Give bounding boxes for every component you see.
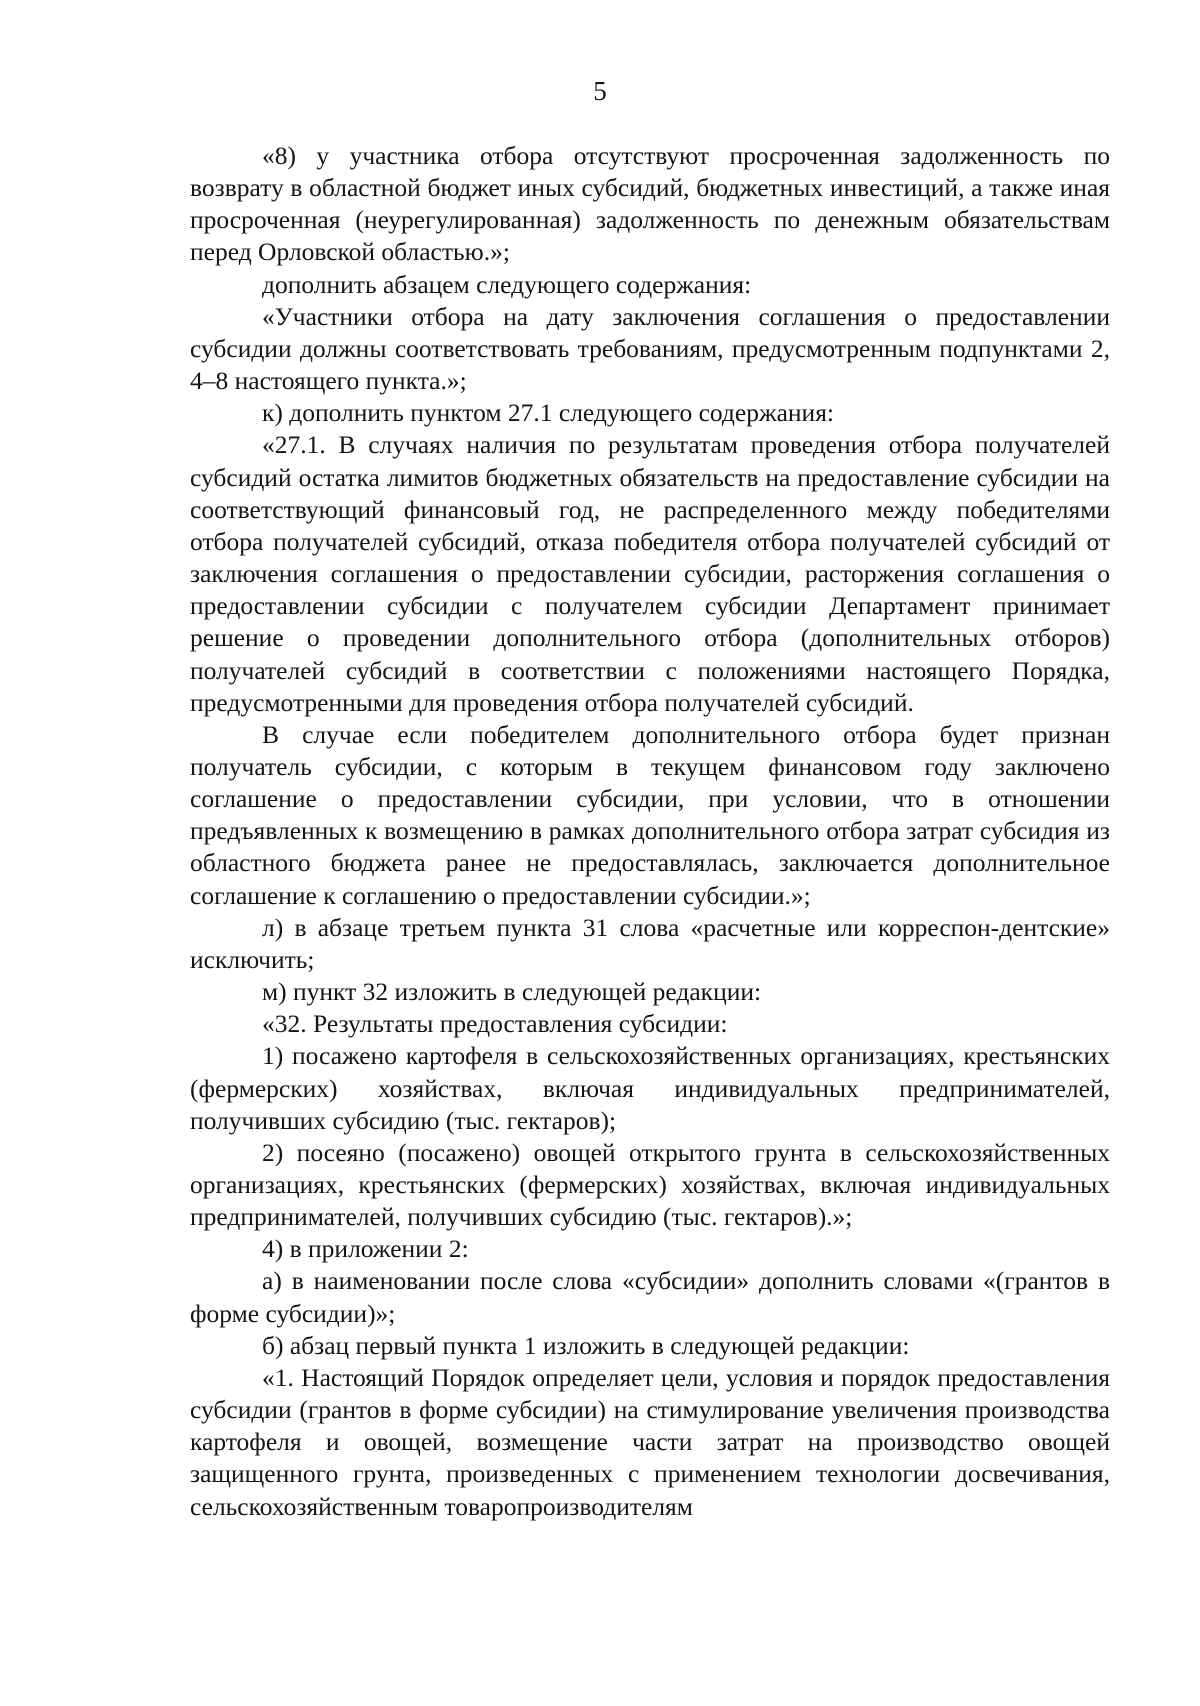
paragraph-m: м) пункт 32 изложить в следующей редакции: [262,977,762,1007]
paragraph-l: л) в абзаце третьем пункта 31 слова «расчетные или корреспон-дентские» исключить; [190,912,1110,974]
paragraph-additional-selection: В случае если победителем дополнительного отбора будет признан получатель субсидии, с которым в текущем финансовом году заключено соглашение о предоставлении субсидии, при условии, что в отношении предъявленных к возмещению в рамках дополнительного отбора затрат субсидия из областного бюджета ранее не предоставлялась, заключается дополнительное соглашение к соглашению о предоставлении субсидии.»; [190,719,1110,910]
paragraph-procedure-1: «1. Настоящий Порядок определяет цели, условия и порядок предоставления субсидии (грантов в форме субсидии) на стимулирование увеличения производства картофеля и овощей, возмещение части затрат на производство овощей защищенного грунта, произведенных с применением технологии досвечивания, сельскохозяйственным товаропроизводителям [190,1362,1110,1521]
paragraph-appendix-2: 4) в приложении 2: [262,1234,469,1264]
paragraph-k: к) дополнить пунктом 27.1 следующего содержания: [262,398,835,428]
page-number: 5 [593,76,607,106]
paragraph-add-clause: дополнить абзацем следующего содержания: [262,269,752,299]
paragraph-b: б) абзац первый пункта 1 изложить в следующей редакции: [262,1330,910,1360]
paragraph-result-1: 1) посажено картофеля в сельскохозяйственных организациях, крестьянских (фермерских) хозяйствах, включая индивидуальных предпринимателей, получивших субсидию (тыс. гектаров); [190,1041,1110,1135]
paragraph-27-1: «27.1. В случаях наличия по результатам проведения отбора получателей субсидий остатка лимитов бюджетных обязательств на предоставление субсидии на соответствующий финансовый год, не распределенного между победителями отбора получателей субсидий, отказа победителя отбора получателей субсидий от заключения соглашения о предоставлении субсидии, расторжения соглашения о предоставлении субсидии с получателем субсидии Департамент принимает решение о проведении дополнительного отбора (дополнительных отборов) получателей субсидий в соответствии с положениями настоящего Порядка, предусмотренными для проведения отбора получателей субсидий. [190,430,1110,717]
document-body [190,140,1110,1523]
paragraph-32: «32. Результаты предоставления субсидии: [262,1009,728,1039]
paragraph-result-2: 2) посеяно (посажено) овощей открытого грунта в сельскохозяйственных организациях, крестьянских (фермерских) хозяйствах, включая индивидуальных предпринимателей, получивших субсидию (тыс. гектаров).»; [190,1137,1110,1232]
paragraph-participants: «Участники отбора на дату заключения соглашения о предоставлении субсидии должны соответствовать требованиям, предусмотренным подпунктами 2, 4–8 настоящего пункта.»; [190,301,1110,396]
paragraph-a: а) в наименовании после слова «субсидии» дополнить словами «(грантов в форме субсидии)»; [190,1266,1110,1328]
paragraph-item-8: «8) у участника отбора отсутствуют просроченная задолженность по возврату в областной бюджет иных субсидий, бюджетных инвестиций, а также иная просроченная (неурегулированная) задолженность по денежным обязательствам перед Орловской областью.»; [190,141,1110,267]
